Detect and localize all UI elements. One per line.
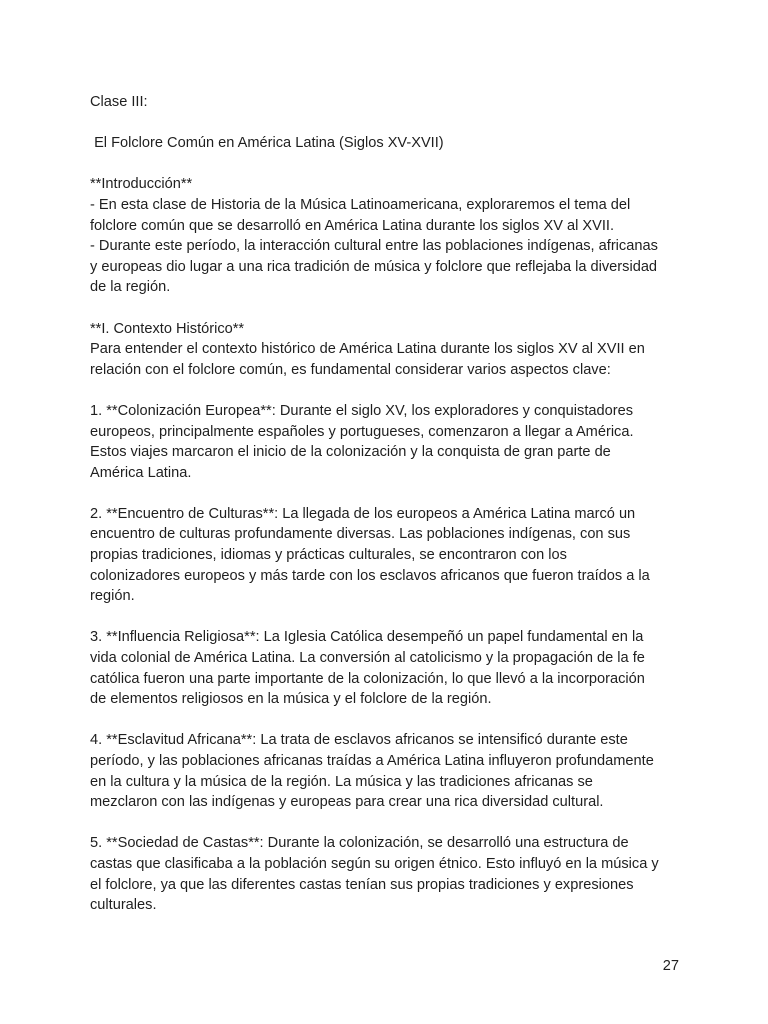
intro-line: de la región. — [90, 279, 171, 296]
item-5-line: el folclore, ya que las diferentes castas tenían sus propias tradiciones y expresiones — [90, 876, 634, 893]
item-2-line: 2. **Encuentro de Culturas**: La llegada de los europeos a América Latina marcó un — [90, 505, 636, 522]
item-5-line: culturales. — [90, 897, 157, 914]
item-5-line: castas que clasificaba a la población según su origen étnico. Esto influyó en la música y — [90, 855, 659, 872]
item-4-line: 4. **Esclavitud Africana**: La trata de esclavos africanos se intensificó durante este — [90, 732, 628, 749]
intro-line: - Durante este período, la interacción cultural entre las poblaciones indígenas, africanas — [90, 238, 658, 255]
item-3-line: católica fueron una parte importante de la colonización, lo que llevó a la incorporación — [90, 670, 645, 687]
intro-heading: **Introducción** — [90, 176, 193, 193]
section-heading: **I. Contexto Histórico** — [90, 320, 245, 337]
document-title: El Folclore Común en América Latina (Siglos XV-XVII) — [90, 135, 444, 152]
page-content — [90, 92, 688, 916]
spacer — [90, 380, 688, 401]
item-1-line: Estos viajes marcaron el inicio de la colonización y la conquista de gran parte de — [90, 444, 611, 461]
spacer — [90, 813, 688, 834]
intro-line: folclore común que se desarrolló en América Latina durante los siglos XV al XVII. — [90, 217, 615, 234]
item-1-line: América Latina. — [90, 464, 192, 481]
spacer — [90, 113, 688, 134]
item-3-line: de elementos religiosos en la música y el folclore de la región. — [90, 691, 492, 708]
intro-line: y europeas dio lugar a una rica tradición de música y folclore que reflejaba la diversidad — [90, 258, 658, 275]
item-3-line: 3. **Influencia Religiosa**: La Iglesia Católica desempeñó un papel fundamental en la — [90, 629, 644, 646]
spacer — [90, 483, 688, 504]
spacer — [90, 710, 688, 731]
item-2-line: colonizadores europeos y más tarde con los esclavos africanos que fueron traídos a la — [90, 567, 650, 584]
spacer — [90, 298, 688, 319]
item-1-line: europeos, principalmente españoles y portugueses, comenzaron a llegar a América. — [90, 423, 634, 440]
section-line: Para entender el contexto histórico de América Latina durante los siglos XV al XVII en — [90, 341, 645, 358]
item-5-line: 5. **Sociedad de Castas**: Durante la colonización, se desarrolló una estructura de — [90, 835, 629, 852]
item-1-line: 1. **Colonización Europea**: Durante el siglo XV, los exploradores y conquistadores — [90, 402, 633, 419]
page-number: 27 — [662, 958, 679, 974]
item-3-line: vida colonial de América Latina. La conversión al catolicismo y la propagación de la fe — [90, 650, 645, 667]
item-2-line: encuentro de culturas profundamente diversas. Las poblaciones indígenas, con sus — [90, 526, 631, 543]
class-label: Clase III: — [90, 94, 148, 110]
item-4-line: período, y las poblaciones africanas traídas a América Latina influyeron profundamente — [90, 753, 654, 769]
spacer — [90, 607, 688, 628]
intro-line: - En esta clase de Historia de la Música Latinoamericana, exploraremos el tema del — [90, 196, 631, 213]
item-4-line: en la cultura y la música de la región. La música y las tradiciones africanas se — [90, 773, 593, 790]
item-2-line: propias tradiciones, idiomas y prácticas culturales, se encontraron con los — [90, 547, 567, 564]
item-2-line: región. — [90, 588, 135, 605]
section-line: relación con el folclore común, es fundamental considerar varios aspectos clave: — [90, 361, 611, 378]
spacer — [90, 154, 688, 175]
item-4-line: mezclaron con las indígenas y europeas para crear una rica diversidad cultural. — [90, 794, 604, 811]
